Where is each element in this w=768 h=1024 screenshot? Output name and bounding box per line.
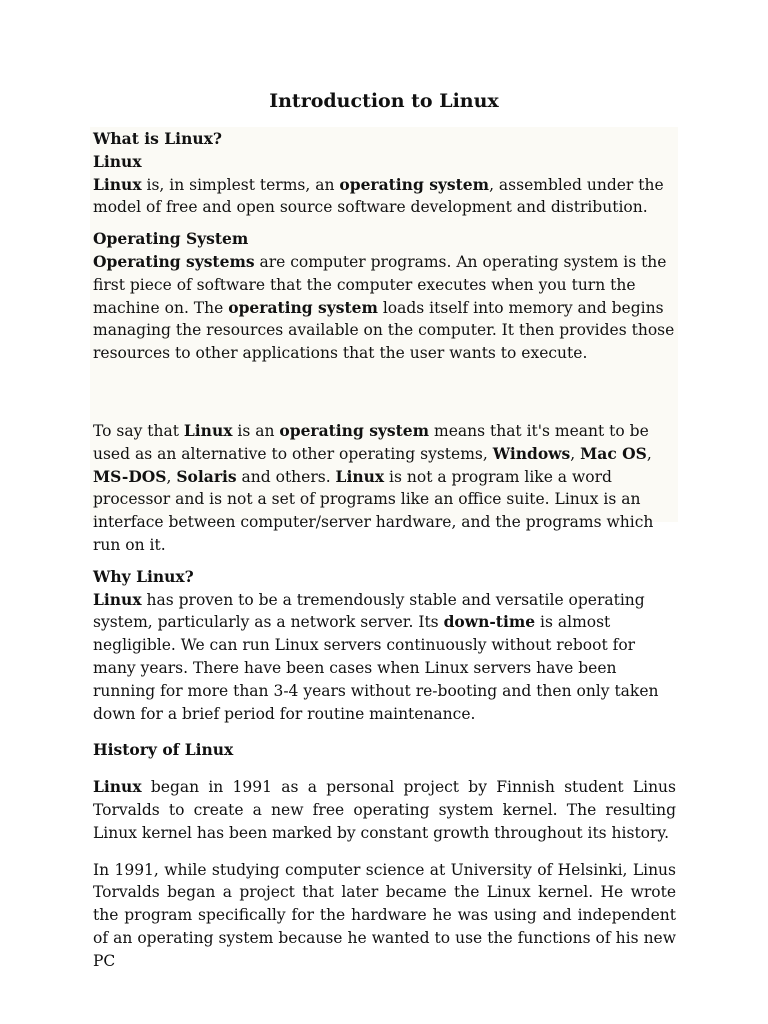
text-run: is almost negligible. We can run Linux servers continuously without reboot for many years. There have been cases when Linux servers have been running for more than 3-4 years without re-booting and then only taken down for a brief period for routine maintenance. [93, 613, 659, 723]
text-run: and others. [236, 467, 336, 486]
heading-what-is-linux: What is Linux? [93, 129, 222, 148]
text-run: means that it's meant to be used as an alternative to other operating systems, [93, 421, 649, 463]
bold-term: operating system [339, 174, 490, 194]
text-run: , [646, 444, 652, 463]
bold-term: MS-DOS [93, 466, 167, 486]
paragraph-operating-system [93, 251, 676, 365]
bold-term: Mac OS [580, 443, 647, 463]
bold-term: Linux [93, 589, 142, 609]
heading-history-of-linux: History of Linux [93, 740, 234, 760]
text-run: To say that [93, 421, 184, 440]
bold-term: operating system [279, 420, 430, 440]
bold-term: Solaris [176, 466, 237, 486]
bold-term: Linux [93, 777, 142, 797]
subheading-linux: Linux [93, 151, 142, 171]
text-run: is not a program like a word processor and is not a set of programs like an office suite. Linux is an interface between computer/server hardware, and the programs which run on it. [93, 467, 654, 554]
bold-term: down-time [443, 612, 536, 632]
text-run: , assembled under the model of free and open source software development and distribution. [93, 175, 664, 217]
text-run: , [570, 444, 581, 463]
text-run: loads itself into memory and begins managing the resources available on the computer. It then provides those resources to other applications that the user wants to execute. [93, 298, 675, 363]
text-run: began in 1991 as a personal project by Finnish student Linus Torvalds to create a new free operating system kernel. The resulting Linux kernel has been marked by constant growth throughout its history. [93, 778, 676, 842]
paragraph-history-1 [93, 776, 676, 844]
bold-term: Operating systems [93, 251, 255, 271]
bold-term: Linux [335, 466, 385, 486]
bold-term: Linux [183, 420, 233, 440]
paragraph-history-2: In 1991, while studying computer science at University of Helsinki, Linus Torvalds began a project that later became the Linux kernel. He wrote the program specifically for the hardware he was using and independent of an operating system because he wanted to use the functions of his new PC [93, 860, 676, 970]
bold-term: Windows [492, 443, 571, 463]
paragraph-linux-definition [93, 174, 676, 220]
text-run: are computer programs. An operating system is the first piece of software that the computer executes when you turn the machine on. The [93, 252, 667, 317]
document-body [93, 128, 676, 973]
bold-term: Linux [93, 174, 142, 194]
paragraph-linux-alternative [93, 420, 676, 557]
heading-why-linux: Why Linux? [93, 566, 194, 586]
page-title: Introduction to Linux [269, 90, 499, 112]
text-run: , [166, 467, 177, 486]
bold-term: operating system [228, 297, 378, 317]
heading-operating-system: Operating System [93, 229, 249, 249]
text-run: is an [232, 421, 280, 440]
paragraph-why-linux [93, 589, 676, 726]
text-run: is, in simplest terms, an [141, 175, 340, 194]
text-run: has proven to be a tremendously stable and versatile operating system, particularly as a network server. Its [93, 590, 645, 632]
